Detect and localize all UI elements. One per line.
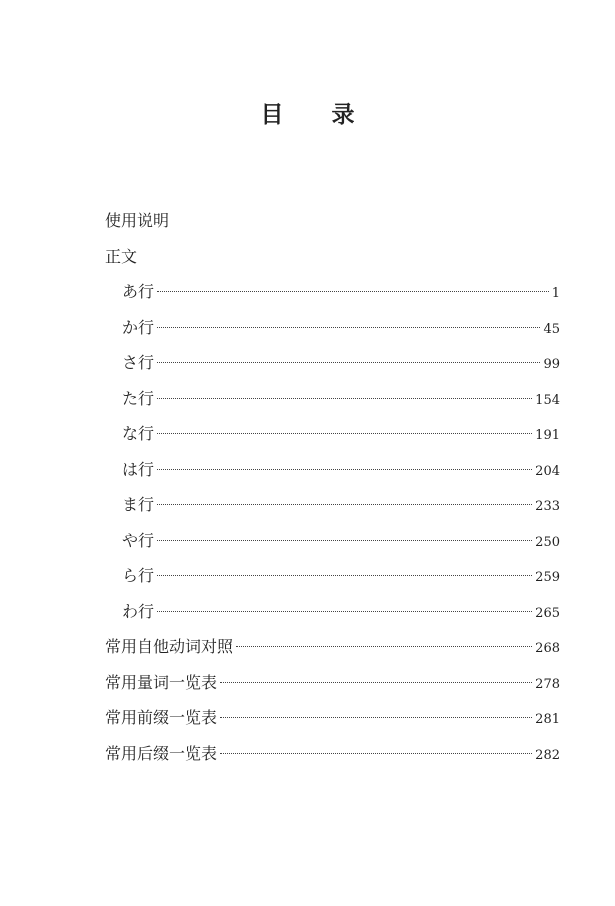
dot-leader [220, 753, 532, 754]
toc-entry-label: 常用量词一览表 [105, 672, 218, 692]
dot-leader [157, 575, 532, 576]
toc-entry-sa-row[interactable] [105, 345, 560, 381]
toc-entry-instructions[interactable] [105, 203, 560, 239]
toc-page-number: 281 [535, 712, 560, 727]
dot-leader [157, 398, 532, 399]
dot-leader [157, 540, 532, 541]
toc-entry-label: あ行 [122, 282, 155, 301]
toc-entry-a-row[interactable] [105, 274, 560, 310]
toc-page-number: 154 [535, 392, 560, 408]
dot-leader [157, 362, 540, 363]
toc-page-number: 45 [543, 321, 560, 337]
toc-entry-label: 常用后缀一览表 [105, 743, 218, 763]
toc-entry-ka-row[interactable] [105, 310, 560, 346]
dot-leader [157, 327, 540, 328]
toc-entry-label: や行 [122, 530, 155, 550]
toc-entry-label: わ行 [122, 601, 155, 621]
toc-entry-main-text[interactable] [105, 239, 560, 275]
toc-page-number: 265 [535, 605, 560, 621]
toc-entry-label: か行 [122, 317, 155, 337]
toc-entry-ha-row[interactable] [105, 452, 560, 488]
toc-page-number: 282 [535, 747, 560, 763]
toc-page-number: 268 [535, 641, 560, 656]
toc-entry-label: は行 [122, 459, 155, 479]
table-of-contents [105, 203, 560, 771]
toc-entry-prefixes[interactable] [105, 700, 560, 736]
dot-leader [236, 646, 532, 647]
toc-entry-ta-row[interactable] [105, 381, 560, 417]
toc-entry-label: ま行 [122, 495, 155, 514]
toc-page-number: 191 [535, 428, 560, 443]
toc-page-number: 99 [543, 357, 560, 372]
toc-entry-ma-row[interactable] [105, 487, 560, 523]
toc-page-number: 233 [535, 499, 560, 514]
toc-entry-label: な行 [122, 424, 155, 443]
toc-entry-label: た行 [122, 388, 155, 408]
toc-entry-counter-words[interactable] [105, 665, 560, 701]
toc-entry-ya-row[interactable] [105, 523, 560, 559]
toc-entry-label: 常用前缀一览表 [105, 708, 218, 727]
toc-entry-label: 使用说明 [105, 211, 170, 230]
toc-page-number: 250 [535, 534, 560, 550]
toc-entry-na-row[interactable] [105, 416, 560, 452]
dot-leader [157, 433, 532, 434]
toc-entry-suffixes[interactable] [105, 736, 560, 772]
toc-entry-label: ら行 [122, 566, 155, 585]
toc-entry-transitive-intransitive-verbs[interactable] [105, 629, 560, 665]
toc-entry-wa-row[interactable] [105, 594, 560, 630]
dot-leader [157, 291, 549, 292]
toc-page-number: 259 [535, 570, 560, 585]
toc-entry-label: 常用自他动词对照 [105, 637, 234, 656]
toc-entry-ra-row[interactable] [105, 558, 560, 594]
toc-entry-label: 正文 [105, 246, 138, 266]
dot-leader [220, 682, 532, 683]
dot-leader [157, 469, 532, 470]
toc-page-number: 278 [535, 676, 560, 692]
dot-leader [157, 611, 532, 612]
toc-page-number: 204 [535, 463, 560, 479]
toc-page-number: 1 [551, 286, 560, 301]
dot-leader [157, 504, 532, 505]
toc-entry-label: さ行 [122, 353, 155, 372]
page-title: 目 录 [260, 101, 375, 128]
dot-leader [220, 717, 532, 718]
